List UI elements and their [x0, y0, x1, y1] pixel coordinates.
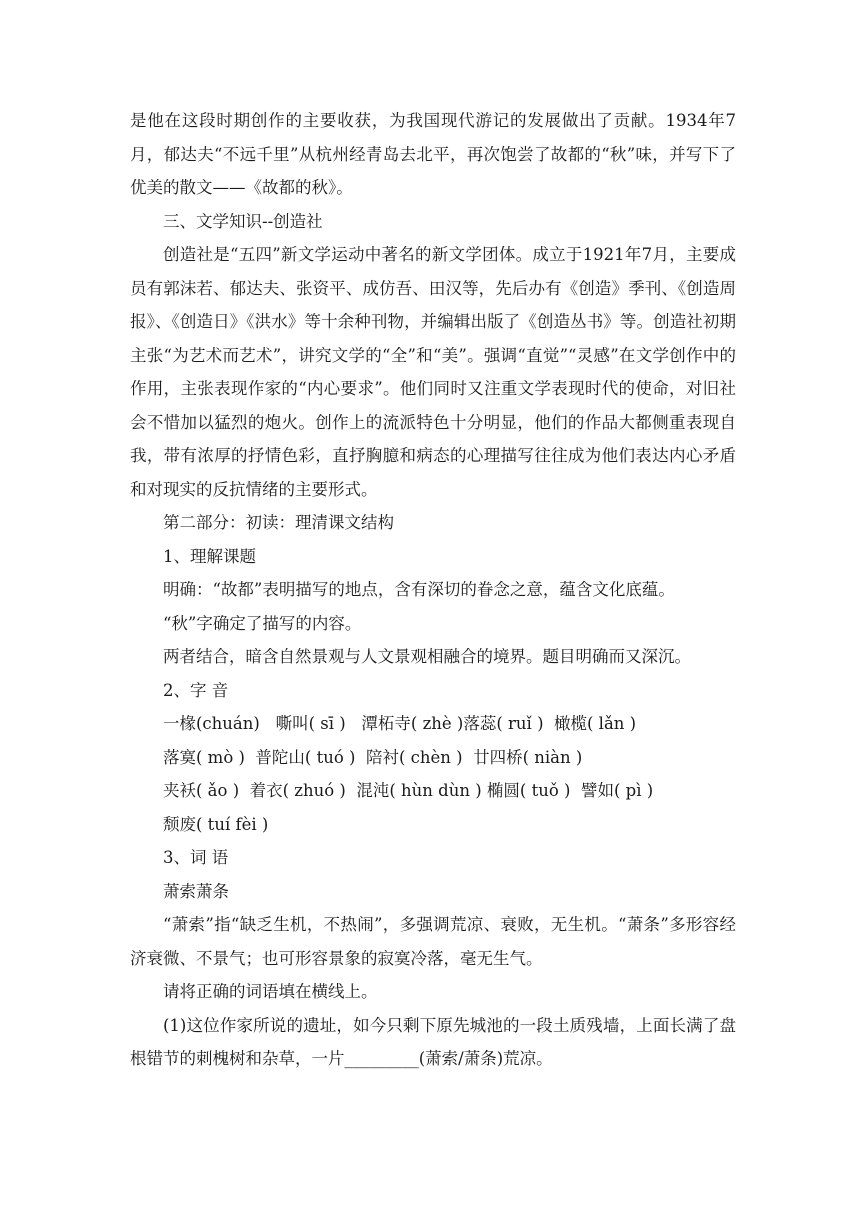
- paragraph-combination: 两者结合，暗含自然景观与人文景观相融合的境界。题目明确而又深沉。: [163, 647, 691, 666]
- pronunciation-row-3: 夹袄( ǎo ) 着衣( zhuó ) 混沌( hùn dùn ) 椭圆( tuǒ ) 譬如( pì ): [163, 781, 654, 800]
- subheading-title-understanding: 1、理解课题: [163, 546, 256, 566]
- document-page: [130, 104, 736, 1076]
- pronunciation-row-1: 一椽(chuán) 嘶叫( sī ) 潭柘寺( zhè )落蕊( ruǐ ) 橄榄( lǎn ): [163, 714, 637, 733]
- pronunciation-row-4: 颓废( tuí fèi ): [163, 814, 269, 834]
- subheading-vocabulary: 3、词 语: [163, 848, 229, 867]
- exercise-question-1: (1)这位作家所说的遗址，如今只剩下原先城池的一段土质残墙，上面长满了盘根错节的刺槐树和杂草，一片_________(萧索/萧条)荒凉。: [130, 1015, 736, 1068]
- part-two-heading: 第二部分：初读：理清课文结构: [163, 513, 394, 532]
- paragraph-intro-continued: 是他在这段时期创作的主要收获，为我国现代游记的发展做出了贡献。1934年7月，郁达夫“不远千里”从杭州经青岛去北平，再次饱尝了故都的“秋”味，并写下了优美的散文——《故都的秋》。: [130, 111, 736, 197]
- paragraph-title-clarification: 明确：“故都”表明描写的地点，含有深切的眷念之意，蕴含文化底蕴。: [163, 580, 675, 599]
- pronunciation-row-2: 落寞( mò ) 普陀山( tuó ) 陪衬( chèn ) 廿四桥( niàn ): [163, 747, 583, 767]
- exercise-instruction: 请将正确的词语填在横线上。: [163, 982, 378, 1001]
- vocabulary-term: 萧索萧条: [163, 881, 229, 901]
- paragraph-autumn-word: “秋”字确定了描写的内容。: [163, 613, 362, 633]
- paragraph-creation-society: 创造社是“五四”新文学运动中著名的新文学团体。成立于1921年7月，主要成员有郭沫若、郁达夫、张资平、成仿吾、田汉等，先后办有《创造》季刊、《创造周报》、《创造日》《洪水》等十余种刊物，并编辑出版了《创造丛书》等。创造社初期主张“为艺术而艺术”，讲究文学的“全”和“美”。强调“直觉”“灵感”在文学创作中的作用，主张表现作家的“内心要求”。他们同时又注重文学表现时代的使命，对旧社会不惜加以猛烈的炮火。创作上的流派特色十分明显，他们的作品大都侧重表现自我，带有浓厚的抒情色彩，直抒胸臆和病态的心理描写往往成为他们表达内心矛盾和对现实的反抗情绪的主要形式。: [130, 245, 736, 499]
- subheading-pronunciation: 2、字 音: [163, 680, 229, 700]
- vocabulary-explanation: “萧索”指“缺乏生机，不热闹”，多强调荒凉、衰败，无生机。“萧条”多形容经济衰微、不景气；也可形容景象的寂寞冷落，毫无生气。: [130, 915, 736, 968]
- section-heading-creation-society: 三、文学知识--创造社: [163, 211, 323, 231]
